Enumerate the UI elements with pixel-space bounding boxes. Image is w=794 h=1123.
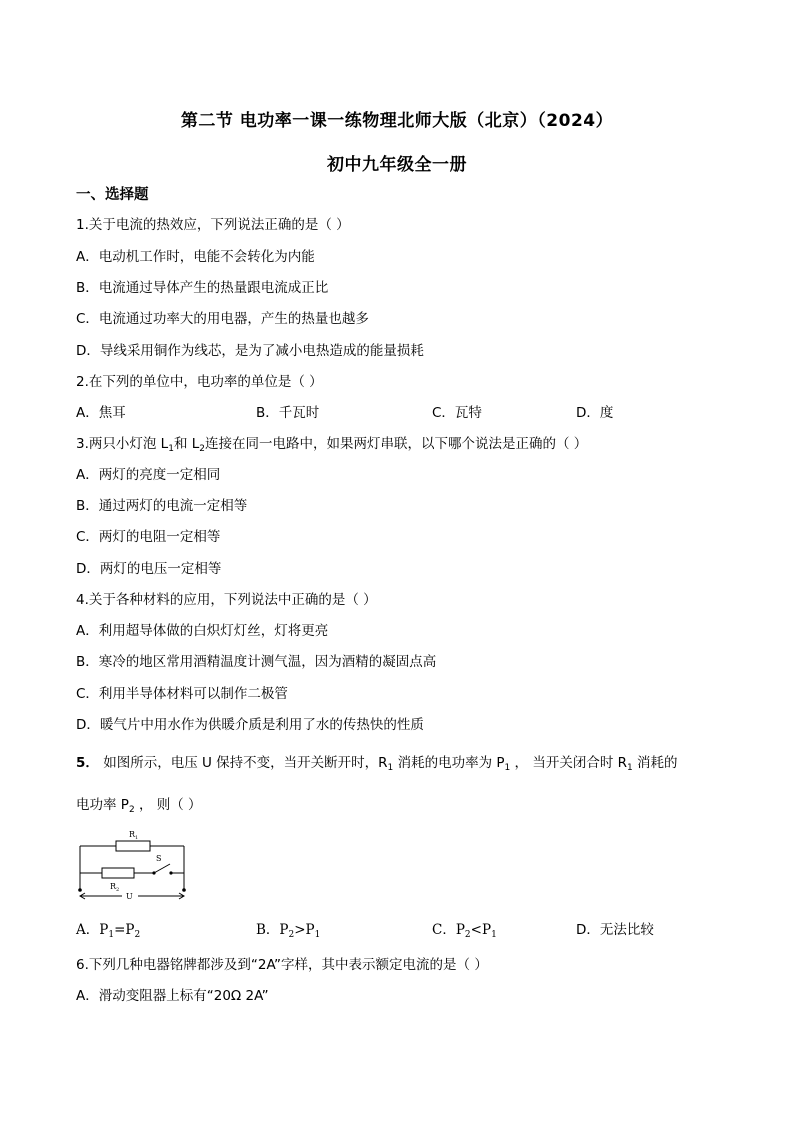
label-r1: $R_1$: [129, 830, 139, 841]
q3-option-b: B．通过两灯的电流一定相等: [76, 498, 248, 514]
q6-option-a: A．滑动变阻器上标有“20Ω 2A”: [76, 988, 269, 1004]
q1-option-a: A．电动机工作时，电能不会转化为内能: [76, 249, 315, 265]
q3-option-a: A．两灯的亮度一定相同: [76, 467, 221, 483]
q2-option-a: A．焦耳: [76, 405, 126, 421]
resistor-r2: [102, 868, 134, 878]
q1-stem: 1.关于电流的热效应，下列说法正确的是（ ）: [76, 217, 350, 233]
q4-option-a: A．利用超导体做的白炽灯灯丝，灯将更亮: [76, 623, 329, 639]
q5-option-b: B．$P_2>P_1$: [256, 922, 321, 940]
q4-stem: 4.关于各种材料的应用，下列说法中正确的是（ ）: [76, 592, 377, 608]
q3-option-c: C．两灯的电阻一定相等: [76, 529, 221, 545]
switch-s: [154, 864, 170, 873]
section-heading: 一、选择题: [76, 187, 149, 203]
q2-option-b: B．千瓦时: [256, 405, 320, 421]
q2-stem: 2.在下列的单位中，电功率的单位是（ ）: [76, 374, 323, 390]
q5-option-c: C．$P_2<P_1$: [432, 922, 497, 940]
q5-option-a: A．$P_1=P_2$: [76, 922, 141, 940]
label-switch: S: [156, 854, 162, 863]
q3-stem: 3.两只小灯泡 $L_1$和 $L_2$连接在同一电路中，如果两灯串联，以下哪个说法是正确的（ ）: [76, 436, 588, 454]
q4-option-c: C．利用半导体材料可以制作二极管: [76, 686, 288, 702]
q5-stem-line1: 5． 如图所示，电压 U 保持不变，当开关断开时，$R_1$ 消耗的电功率为 $P_1$ ， 当开关闭合时 $R_1$ 消耗的: [76, 755, 678, 773]
q5-option-d: D．无法比较: [576, 922, 654, 938]
q1-option-b: B．电流通过导体产生的热量跟电流成正比: [76, 280, 329, 296]
label-r2: $R_2$: [110, 882, 120, 893]
label-voltage: U: [126, 892, 133, 901]
document-subtitle: 初中九年级全一册: [327, 155, 467, 175]
circuit-diagram: [76, 826, 191, 904]
q3-option-d: D．两灯的电压一定相等: [76, 561, 222, 577]
q4-option-d: D．暖气片中用水作为供暖介质是利用了水的传热快的性质: [76, 717, 424, 733]
q2-option-d: D．度: [576, 405, 614, 421]
q4-option-b: B．寒冷的地区常用酒精温度计测气温，因为酒精的凝固点高: [76, 654, 437, 670]
resistor-r1: [116, 841, 150, 851]
q5-stem-line2: 电功率 $P_2$ ， 则（ ）: [76, 797, 202, 815]
q6-stem: 6.下列几种电器铭牌都涉及到“2A”字样，其中表示额定电流的是（ ）: [76, 957, 488, 973]
q1-option-c: C．电流通过功率大的用电器，产生的热量也越多: [76, 311, 369, 327]
document-title: 第二节 电功率一课一练物理北师大版（北京）（2024）: [180, 111, 614, 131]
q2-option-c: C．瓦特: [432, 405, 482, 421]
q1-option-d: D．导线采用铜作为线芯，是为了减小电热造成的能量损耗: [76, 343, 424, 359]
